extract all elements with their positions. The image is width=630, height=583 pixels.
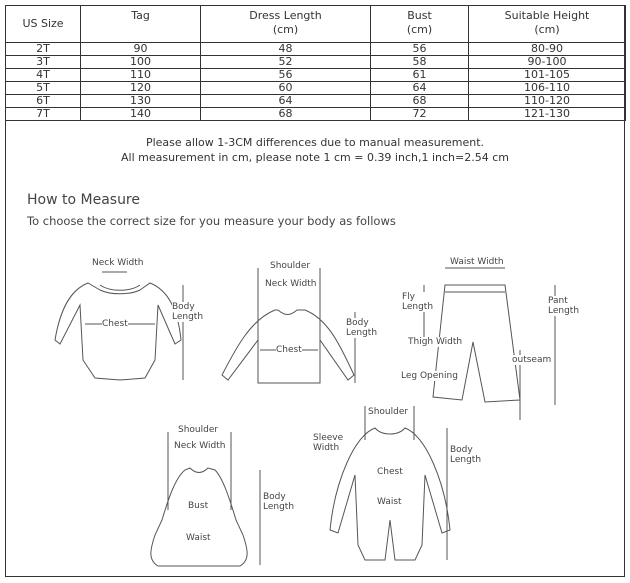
table-cell: 2T [6,43,81,56]
table-cell: 64 [201,95,371,108]
dress-shoulder-label: Shoulder [178,425,219,435]
table-cell: 56 [371,43,469,56]
table-cell: 4T [6,69,81,82]
table-cell: 3T [6,56,81,69]
table-cell: 110 [81,69,201,82]
shirt-neck-width-label: Neck Width [265,279,317,289]
dress-diagram [151,432,260,566]
bodysuit-body-length-label: Body Length [172,302,204,322]
table-cell: 110-120 [469,95,626,108]
header-tag: Tag [81,6,201,43]
table-cell: 7T [6,108,81,121]
bodysuit-neck-width-label: Neck Width [92,258,144,268]
table-cell: 106-110 [469,82,626,95]
shirt-body-length-label: Body Length [346,318,378,338]
dress-bust-label: Bust [188,501,209,511]
table-cell: 100 [81,56,201,69]
note-tolerance: Please allow 1-3CM differences due to manual measurement. [145,136,485,149]
table-cell: 90-100 [469,56,626,69]
romper-diagram [330,406,450,560]
table-cell: 5T [6,82,81,95]
how-to-measure-subtitle: To choose the correct size for you measure your body as follows [27,214,396,228]
table-cell: 52 [201,56,371,69]
pants-fly-length-label: Fly Length [402,292,434,312]
table-cell: 121-130 [469,108,626,121]
table-cell: 120 [81,82,201,95]
note-conversion: All measurement in cm, please note 1 cm = 0.39 inch,1 inch=2.54 cm [121,151,509,164]
header-us-size: US Size [6,6,81,43]
romper-waist-label: Waist [377,497,402,507]
table-cell: 68 [371,95,469,108]
romper-sleeve-width-label: Sleeve Width [313,433,344,453]
table-cell: 80-90 [469,43,626,56]
table-cell: 58 [371,56,469,69]
table-cell: 140 [81,108,201,121]
pants-leg-opening-label: Leg Opening [401,371,458,381]
romper-shoulder-label: Shoulder [368,407,409,417]
table-cell: 68 [201,108,371,121]
header-suitable-height: Suitable Height (cm) [469,6,626,43]
table-cell: 101-105 [469,69,626,82]
table-cell: 72 [371,108,469,121]
pants-thigh-width-label: Thigh Width [408,337,463,347]
how-to-measure-title: How to Measure [27,192,140,208]
dress-waist-label: Waist [186,533,211,543]
table-cell: 61 [371,69,469,82]
dress-body-length-label: Body Length [263,492,295,512]
bodysuit-chest-label: Chest [102,319,128,329]
table-cell: 130 [81,95,201,108]
table-cell: 6T [6,95,81,108]
pants-outseam-label: outseam [512,355,552,365]
pants-waist-width-label: Waist Width [450,257,504,267]
table-cell: 90 [81,43,201,56]
romper-body-length-label: Body Length [450,445,482,465]
shirt-chest-label: Chest [276,345,302,355]
header-dress-length: Dress Length (cm) [201,6,371,43]
shirt-shoulder-label: Shoulder [270,261,311,271]
header-bust: Bust (cm) [371,6,469,43]
table-cell: 64 [371,82,469,95]
table-cell: 56 [201,69,371,82]
pants-pant-length-label: Pant Length [548,296,580,316]
romper-chest-label: Chest [377,467,403,477]
table-cell: 60 [201,82,371,95]
dress-neck-width-label: Neck Width [174,441,226,451]
table-cell: 48 [201,43,371,56]
